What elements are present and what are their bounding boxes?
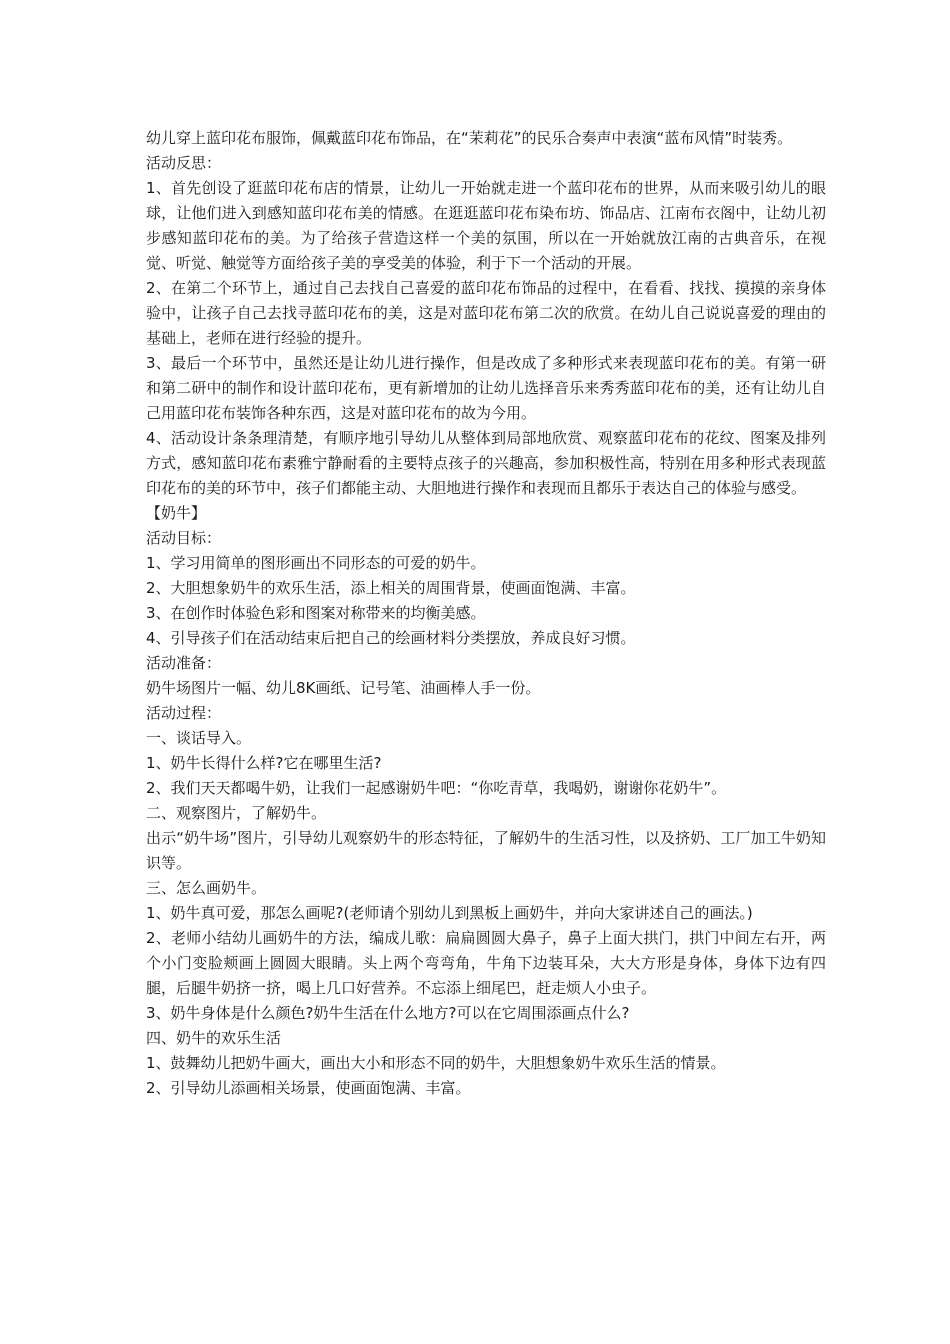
heading-preparation: 活动准备： (146, 654, 222, 672)
process-step-3-item-2: 2、老师小结幼儿画奶牛的方法，编成儿歌：扁扁圆圆大鼻子，鼻子上面大拱门，拱门中间左右开，两个小门变脸颊画上圆圆大眼睛。头上两个弯弯角，牛角下边装耳朵，大大方形是身体，身体下边有四腿，后腿牛奶挤一挤，喝上几口好营养。不忘添上细尾巴，赶走烦人小虫子。 (146, 929, 826, 997)
reflection-item-1: 1、首先创设了逛蓝印花布店的情景，让幼儿一开始就走进一个蓝印花布的世界，从而来吸引幼儿的眼球，让他们进入到感知蓝印花布美的情感。在逛逛蓝印花布染布坊、饰品店、江南布衣阁中，让幼儿初步感知蓝印花布的美。为了给孩子营造这样一个美的氛围，所以在一开始就放江南的古典音乐，在视觉、听觉、触觉等方面给孩子美的享受美的体验，利于下一个活动的开展。 (146, 179, 826, 272)
process-step-4-item-2: 2、引导幼儿添画相关场景，使画面饱满、丰富。 (146, 1079, 471, 1097)
paragraph-intro: 幼儿穿上蓝印花布服饰，佩戴蓝印花布饰品，在“茉莉花”的民乐合奏声中表演“蓝布风情”时装秀。 (146, 129, 793, 147)
heading-process: 活动过程： (146, 704, 222, 722)
process-step-3-item-1: 1、奶牛真可爱，那怎么画呢?(老师请个别幼儿到黑板上画奶牛，并向大家讲述自己的画法。) (146, 904, 753, 922)
heading-goals: 活动目标： (146, 529, 222, 547)
heading-reflection: 活动反思： (146, 154, 222, 172)
goal-item-2: 2、大胆想象奶牛的欢乐生活，添上相关的周围背景，使画面饱满、丰富。 (146, 579, 636, 597)
process-step-2-text: 出示“奶牛场”图片，引导幼儿观察奶牛的形态特征，了解奶牛的生活习性，以及挤奶、工厂加工牛奶知识等。 (146, 829, 826, 872)
process-step-4-item-1: 1、鼓舞幼儿把奶牛画大，画出大小和形态不同的奶牛，大胆想象奶牛欢乐生活的情景。 (146, 1054, 726, 1072)
process-step-1-title: 一、谈话导入。 (146, 729, 252, 747)
reflection-item-4: 4、活动设计条条理清楚，有顺序地引导幼儿从整体到局部地欣赏、观察蓝印花布的花纹、图案及排列方式，感知蓝印花布素雅宁静耐看的主要特点孩子的兴趣高，参加积极性高，特别在用多种形式表现蓝印花布的美的环节中，孩子们都能主动、大胆地进行操作和表现而且都乐于表达自己的体验与感受。 (146, 429, 826, 497)
preparation-text: 奶牛场图片一幅、幼儿8K画纸、记号笔、油画棒人手一份。 (146, 679, 541, 697)
process-step-3-title: 三、怎么画奶牛。 (146, 879, 267, 897)
document-page (146, 126, 826, 1101)
goal-item-1: 1、学习用简单的图形画出不同形态的可爱的奶牛。 (146, 554, 486, 572)
process-step-3-item-3: 3、奶牛身体是什么颜色?奶牛生活在什么地方?可以在它周围添画点什么? (146, 1004, 630, 1022)
section-title-cow: 【奶牛】 (146, 504, 207, 522)
reflection-item-2: 2、在第二个环节上，通过自己去找自己喜爱的蓝印花布饰品的过程中，在看看、找找、摸摸的亲身体验中，让孩子自己去找寻蓝印花布的美，这是对蓝印花布第二次的欣赏。在幼儿自己说说喜爱的理由的基础上，老师在进行经验的提升。 (146, 279, 826, 347)
process-step-1-item-1: 1、奶牛长得什么样?它在哪里生活? (146, 754, 382, 772)
goal-item-3: 3、在创作时体验色彩和图案对称带来的均衡美感。 (146, 604, 486, 622)
reflection-item-3: 3、最后一个环节中，虽然还是让幼儿进行操作，但是改成了多种形式来表现蓝印花布的美。有第一研和第二研中的制作和设计蓝印花布，更有新增加的让幼儿选择音乐来秀秀蓝印花布的美，还有让幼儿自己用蓝印花布装饰各种东西，这是对蓝印花布的故为今用。 (146, 354, 826, 422)
process-step-1-item-2: 2、我们天天都喝牛奶，让我们一起感谢奶牛吧：“你吃青草，我喝奶，谢谢你花奶牛”。 (146, 779, 727, 797)
process-step-2-title: 二、观察图片，了解奶牛。 (146, 804, 327, 822)
goal-item-4: 4、引导孩子们在活动结束后把自己的绘画材料分类摆放，养成良好习惯。 (146, 629, 636, 647)
process-step-4-title: 四、奶牛的欢乐生活 (146, 1029, 282, 1047)
